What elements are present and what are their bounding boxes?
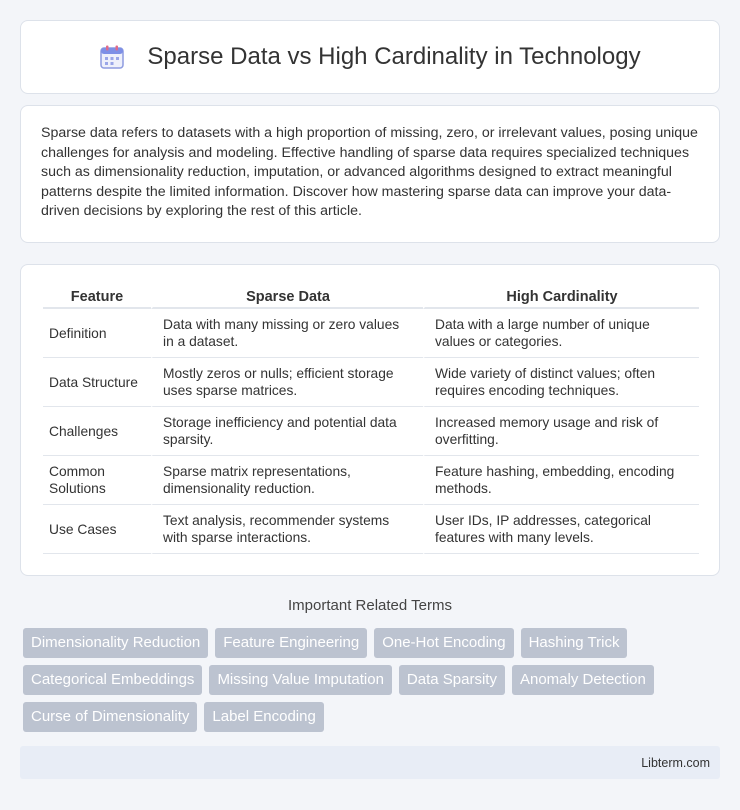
high-cardinality-cell: Increased memory usage and risk of overfitting. xyxy=(423,407,699,456)
table-row xyxy=(43,309,699,358)
term-tag[interactable]: One-Hot Encoding xyxy=(374,628,513,658)
tag-row xyxy=(23,702,723,732)
table-row xyxy=(43,505,699,554)
table-row xyxy=(43,407,699,456)
high-cardinality-cell: Data with a large number of unique values or categories. xyxy=(423,309,699,358)
intro-text: Sparse data refers to datasets with a high proportion of missing, zero, or irrelevant values, posing unique challenges for analysis and modeling. Effective handling of sparse data requires specialized techniques such as dimensionality reduction, imputation, or advanced algorithms designed to extract meaningful patterns despite the limited information. Discover how mastering sparse data can improve your data-driven decisions by exploring the rest of this article. xyxy=(41,125,698,220)
sparse-data-cell: Text analysis, recommender systems with sparse interactions. xyxy=(151,505,423,554)
comparison-table-card xyxy=(20,264,720,576)
sparse-data-cell: Mostly zeros or nulls; efficient storage uses sparse matrices. xyxy=(151,358,423,407)
tag-row xyxy=(23,628,723,658)
header-high-cardinality: High Cardinality xyxy=(423,285,699,309)
high-cardinality-cell: User IDs, IP addresses, categorical features with many levels. xyxy=(423,505,699,554)
header-card xyxy=(20,20,720,94)
footer-site-link[interactable]: Libterm.com xyxy=(641,755,710,770)
term-tag[interactable]: Data Sparsity xyxy=(399,665,505,695)
term-tag[interactable]: Hashing Trick xyxy=(521,628,628,658)
term-tag[interactable]: Label Encoding xyxy=(204,702,323,732)
term-tag[interactable]: Dimensionality Reduction xyxy=(23,628,208,658)
feature-cell: Use Cases xyxy=(43,505,151,554)
term-tag[interactable]: Missing Value Imputation xyxy=(209,665,391,695)
header-feature: Feature xyxy=(43,285,151,309)
feature-cell: Challenges xyxy=(43,407,151,456)
calendar-icon xyxy=(99,44,125,70)
header-sparse-data: Sparse Data xyxy=(151,285,423,309)
term-tag[interactable]: Anomaly Detection xyxy=(512,665,654,695)
term-tag[interactable]: Categorical Embeddings xyxy=(23,665,202,695)
feature-cell: Common Solutions xyxy=(43,456,151,505)
related-terms-list xyxy=(23,628,723,739)
term-tag[interactable]: Curse of Dimensionality xyxy=(23,702,197,732)
tag-row xyxy=(23,665,723,695)
table-row xyxy=(43,358,699,407)
related-terms-title: Important Related Terms xyxy=(288,597,452,614)
feature-cell: Definition xyxy=(43,309,151,358)
sparse-data-cell: Storage inefficiency and potential data sparsity. xyxy=(151,407,423,456)
table-header-row xyxy=(43,285,699,309)
table-row xyxy=(43,456,699,505)
sparse-data-cell: Data with many missing or zero values in a dataset. xyxy=(151,309,423,358)
sparse-data-cell: Sparse matrix representations, dimensionality reduction. xyxy=(151,456,423,505)
footer xyxy=(20,746,720,779)
high-cardinality-cell: Feature hashing, embedding, encoding methods. xyxy=(423,456,699,505)
comparison-table xyxy=(43,285,699,554)
high-cardinality-cell: Wide variety of distinct values; often requires encoding techniques. xyxy=(423,358,699,407)
term-tag[interactable]: Feature Engineering xyxy=(215,628,367,658)
page-title: Sparse Data vs High Cardinality in Technology xyxy=(147,43,641,70)
feature-cell: Data Structure xyxy=(43,358,151,407)
intro-card xyxy=(20,105,720,243)
